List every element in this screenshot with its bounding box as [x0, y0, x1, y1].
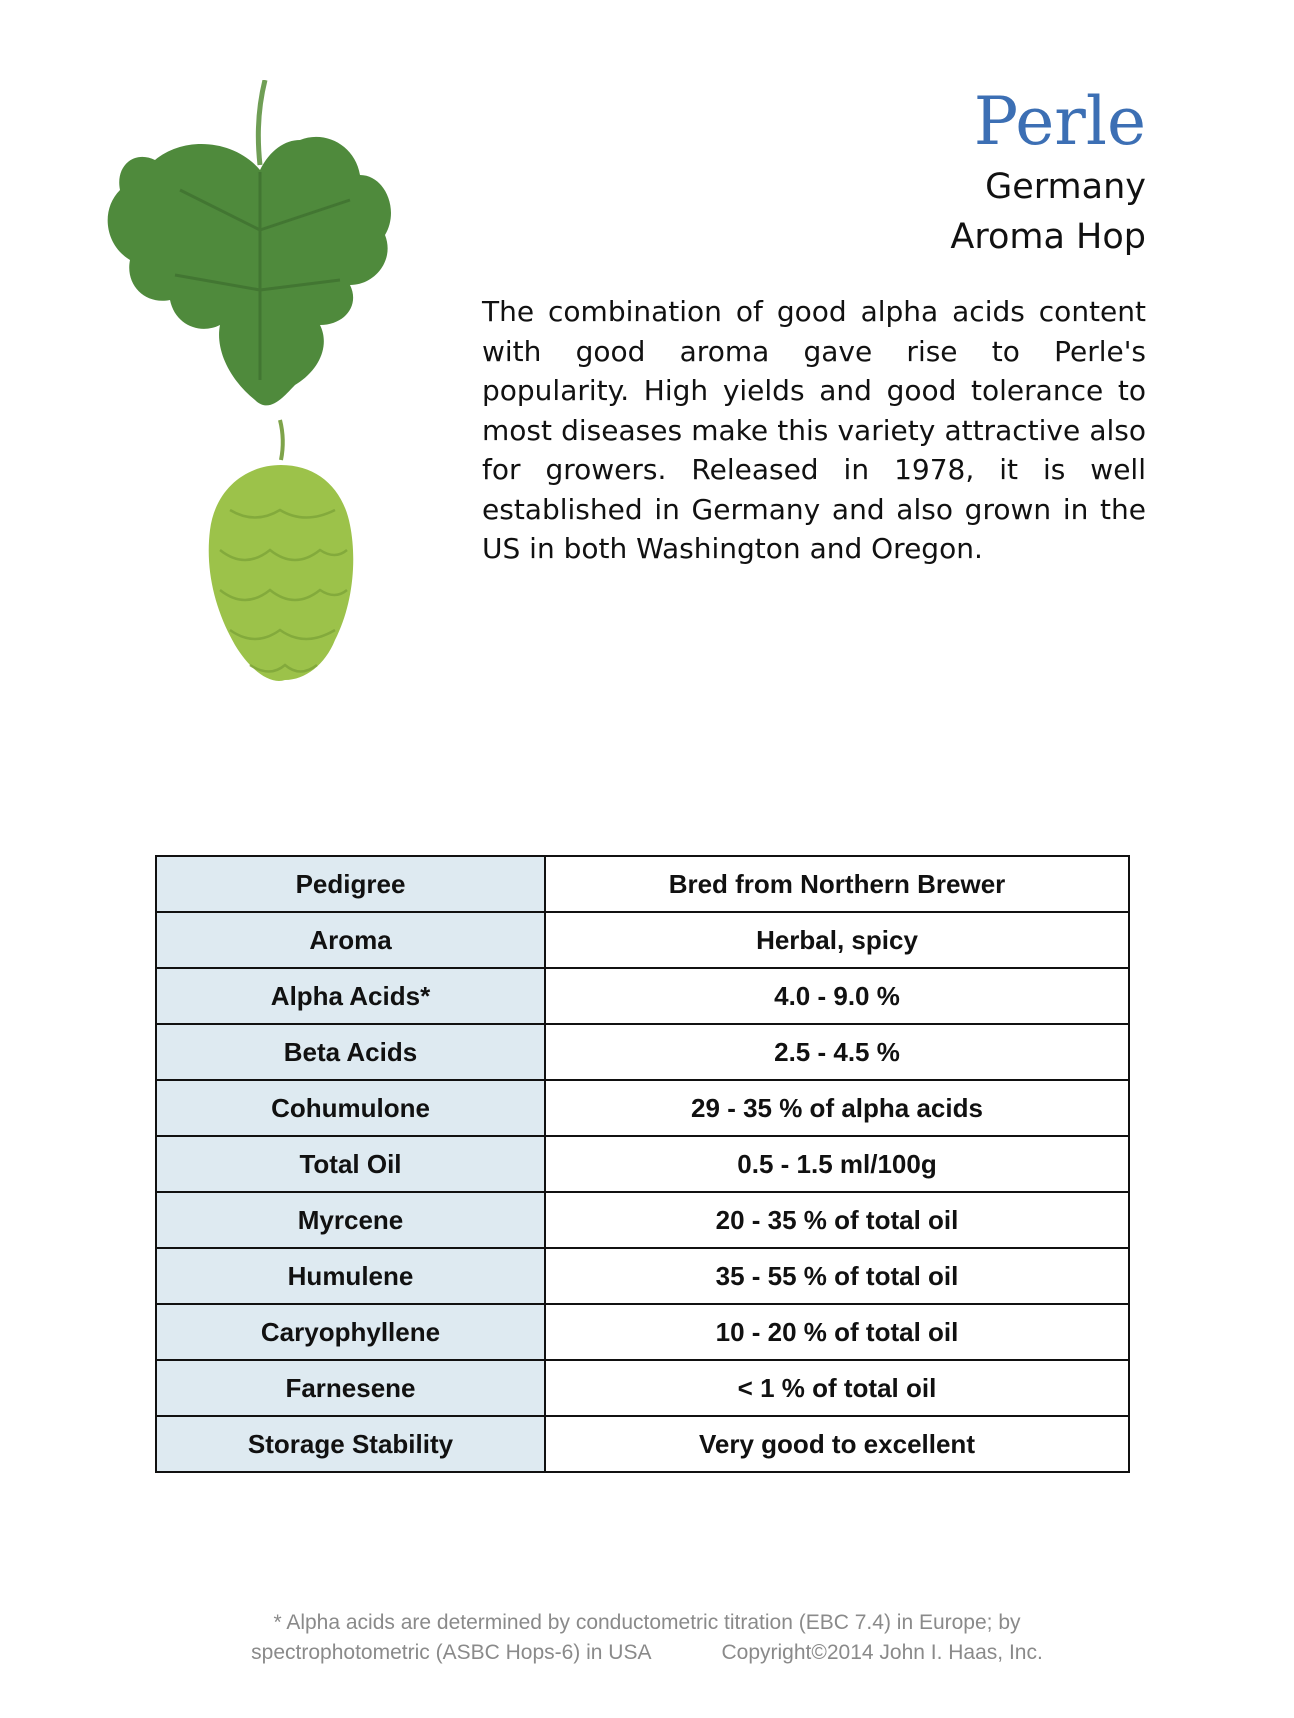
- spec-value: 29 - 35 % of alpha acids: [545, 1080, 1129, 1136]
- spec-label: Caryophyllene: [156, 1304, 545, 1360]
- spec-label: Myrcene: [156, 1192, 545, 1248]
- spec-label: Aroma: [156, 912, 545, 968]
- spec-label: Total Oil: [156, 1136, 545, 1192]
- spec-value: Bred from Northern Brewer: [545, 856, 1129, 912]
- header: [950, 82, 1146, 262]
- spec-value: 20 - 35 % of total oil: [545, 1192, 1129, 1248]
- table-row: [156, 1080, 1129, 1136]
- hop-cone-icon: [209, 420, 354, 681]
- spec-value: < 1 % of total oil: [545, 1360, 1129, 1416]
- table-row: [156, 856, 1129, 912]
- hop-illustration-graphic: [95, 80, 435, 700]
- spec-label: Storage Stability: [156, 1416, 545, 1472]
- table-row: [156, 1416, 1129, 1472]
- spec-value: Herbal, spicy: [545, 912, 1129, 968]
- table-row: [156, 968, 1129, 1024]
- table-row: [156, 912, 1129, 968]
- copyright: Copyright©2014 John I. Haas, Inc.: [721, 1641, 1043, 1664]
- spec-value: 35 - 55 % of total oil: [545, 1248, 1129, 1304]
- spec-value: 2.5 - 4.5 %: [545, 1024, 1129, 1080]
- spec-value: 4.0 - 9.0 %: [545, 968, 1129, 1024]
- spec-value: 0.5 - 1.5 ml/100g: [545, 1136, 1129, 1192]
- spec-label: Pedigree: [156, 856, 545, 912]
- spec-label: Cohumulone: [156, 1080, 545, 1136]
- hop-category: Aroma Hop: [950, 217, 1146, 257]
- spec-label: Farnesene: [156, 1360, 545, 1416]
- footnote-line1: * Alpha acids are determined by conductometric titration (EBC 7.4) in Europe; by: [273, 1611, 1021, 1634]
- spec-label: Humulene: [156, 1248, 545, 1304]
- table-row: [156, 1248, 1129, 1304]
- table-row: [156, 1024, 1129, 1080]
- variety-title: Perle: [973, 83, 1146, 160]
- table-row: [156, 1192, 1129, 1248]
- footnote-line2: [0, 1638, 1294, 1668]
- spec-label: Alpha Acids*: [156, 968, 545, 1024]
- footer-note: [0, 1608, 1294, 1668]
- variety-description: The combination of good alpha acids content with good aroma gave rise to Perle's popularity. High yields and good tolerance to most diseases make this variety attractive also for growers. Released in 1978, it is well established in Germany and also grown in the US in both Washington and Oregon.: [482, 295, 1146, 565]
- table-row: [156, 1360, 1129, 1416]
- table-row: [156, 1304, 1129, 1360]
- hop-leaf-icon: [108, 80, 391, 405]
- table-row: [156, 1136, 1129, 1192]
- spec-table: [155, 855, 1130, 1473]
- spec-value: Very good to excellent: [545, 1416, 1129, 1472]
- origin-country: Germany: [985, 167, 1146, 207]
- footnote-line2-text: spectrophotometric (ASBC Hops-6) in USA: [251, 1641, 652, 1664]
- spec-label: Beta Acids: [156, 1024, 545, 1080]
- hop-illustration: [95, 80, 435, 704]
- spec-value: 10 - 20 % of total oil: [545, 1304, 1129, 1360]
